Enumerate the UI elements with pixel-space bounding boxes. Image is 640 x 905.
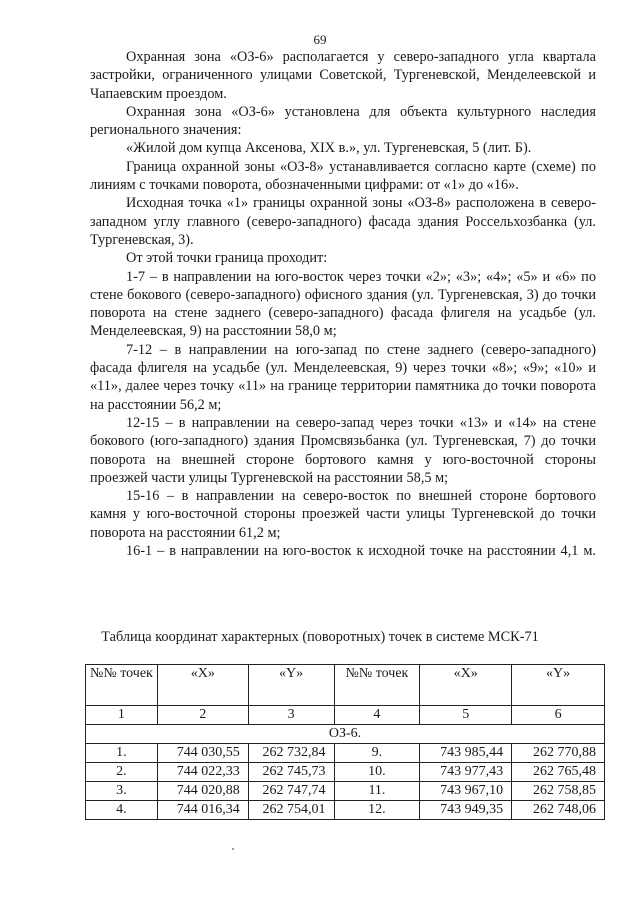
y-value: 262 745,73: [248, 763, 334, 782]
point-number: 4.: [86, 801, 158, 820]
y-value: 262 732,84: [248, 744, 334, 763]
table-row: [86, 801, 605, 820]
table-caption: Таблица координат характерных (поворотных) точек в системе МСК-71: [101, 629, 539, 645]
paragraph-boundary-intro: От этой точки граница проходит:: [126, 250, 328, 267]
paragraph-segment-1-7: 1-7 – в направлении на юго-восток через точки «2»; «3»; «4»; «5» и «6» по стене бокового (северо-западного) офисного здания (ул. Тургеневская, 3) до точки поворота на стене заднего (северо-западного) фасада флигеля на усадьбе (ул. Менделеевская, 9) на расстоянии 58,0 м;: [90, 268, 596, 340]
section-label: ОЗ-6.: [86, 725, 605, 744]
y-value: 262 765,48: [512, 763, 605, 782]
x-value: 743 949,35: [420, 801, 512, 820]
y-value: 262 754,01: [248, 801, 334, 820]
x-value: 743 977,43: [420, 763, 512, 782]
y-value: 262 747,74: [248, 782, 334, 801]
paragraph-segment-16-1: 16-1 – в направлении на юго-восток к исходной точке на расстоянии 4,1 м.: [126, 543, 596, 560]
point-number: 12.: [334, 801, 420, 820]
point-number: 3.: [86, 782, 158, 801]
page-number: 69: [313, 32, 327, 47]
point-number: 11.: [334, 782, 420, 801]
y-value: 262 770,88: [512, 744, 605, 763]
x-value: 744 016,34: [157, 801, 248, 820]
paragraph-start-point: Исходная точка «1» границы охранной зоны «ОЗ-8» расположена в северо-западном углу главного (северо-западного) фасада здания Россельхозбанка (ул. Тургеневская, 3).: [90, 195, 596, 248]
header-x: «X»: [420, 665, 512, 706]
point-number: 2.: [86, 763, 158, 782]
column-number: 3: [248, 706, 334, 725]
coordinates-table: [85, 664, 605, 820]
document-body: [90, 48, 596, 560]
point-number: 9.: [334, 744, 420, 763]
paragraph-boundary-rule: Граница охранной зоны «ОЗ-8» устанавливается согласно карте (схеме) по линиям с точками поворота, обозначенными цифрами: от «1» до «16».: [90, 158, 596, 194]
header-point-number: №№ точек: [334, 665, 420, 706]
x-value: 744 020,88: [157, 782, 248, 801]
paragraph-segment-7-12: 7-12 – в направлении на юго-запад по стене заднего (северо-западного) фасада флигеля на усадьбе (ул. Менделеевская, 9) через точки «8»; «9»; «10» и «11», далее через точку «11» на границе территории памятника до точки поворота на расстоянии 56,2 м;: [90, 341, 596, 413]
header-y: «Y»: [248, 665, 334, 706]
x-value: 743 985,44: [420, 744, 512, 763]
column-number: 4: [334, 706, 420, 725]
column-number: 5: [420, 706, 512, 725]
point-number: 10.: [334, 763, 420, 782]
header-x: «X»: [157, 665, 248, 706]
header-point-number: №№ точек: [86, 665, 158, 706]
header-y: «Y»: [512, 665, 605, 706]
paragraph-zone-purpose: Охранная зона «ОЗ-6» установлена для объекта культурного наследия регионального значения:: [90, 103, 596, 139]
x-value: 744 030,55: [157, 744, 248, 763]
paragraph-zone-location: Охранная зона «ОЗ-6» располагается у северо-западного угла квартала застройки, ограниченного улицами Советской, Тургеневской, Менделеевской и Чапаевским проездом.: [90, 49, 596, 102]
table-row: [86, 744, 605, 763]
paragraph-segment-15-16: 15-16 – в направлении на северо-восток по внешней стороне бортового камня у юго-восточной стороны проезжей части улицы Тургеневской до точки поворота на расстоянии 61,2 м;: [90, 488, 596, 541]
table-row: [86, 782, 605, 801]
y-value: 262 758,85: [512, 782, 605, 801]
x-value: 743 967,10: [420, 782, 512, 801]
column-number: 1: [86, 706, 158, 725]
section-row: [86, 725, 605, 744]
table-row: [86, 763, 605, 782]
scan-speck: [232, 848, 234, 850]
point-number: 1.: [86, 744, 158, 763]
table-header-row: [86, 665, 605, 706]
x-value: 744 022,33: [157, 763, 248, 782]
paragraph-heritage-object: «Жилой дом купца Аксенова, XIX в.», ул. Тургеневская, 5 (лит. Б).: [126, 140, 532, 157]
paragraph-segment-12-15: 12-15 – в направлении на северо-запад через точки «13» и «14» на стене бокового (юго-западного) здания Промсвязьбанка (ул. Тургеневская, 7) до точки поворота на внешней стороне бортового камня у юго-восточной стороны проезжей части улицы Тургеневской на расстоянии 58,5 м;: [90, 414, 596, 486]
column-number: 6: [512, 706, 605, 725]
column-number: 2: [157, 706, 248, 725]
y-value: 262 748,06: [512, 801, 605, 820]
column-number-row: [86, 706, 605, 725]
